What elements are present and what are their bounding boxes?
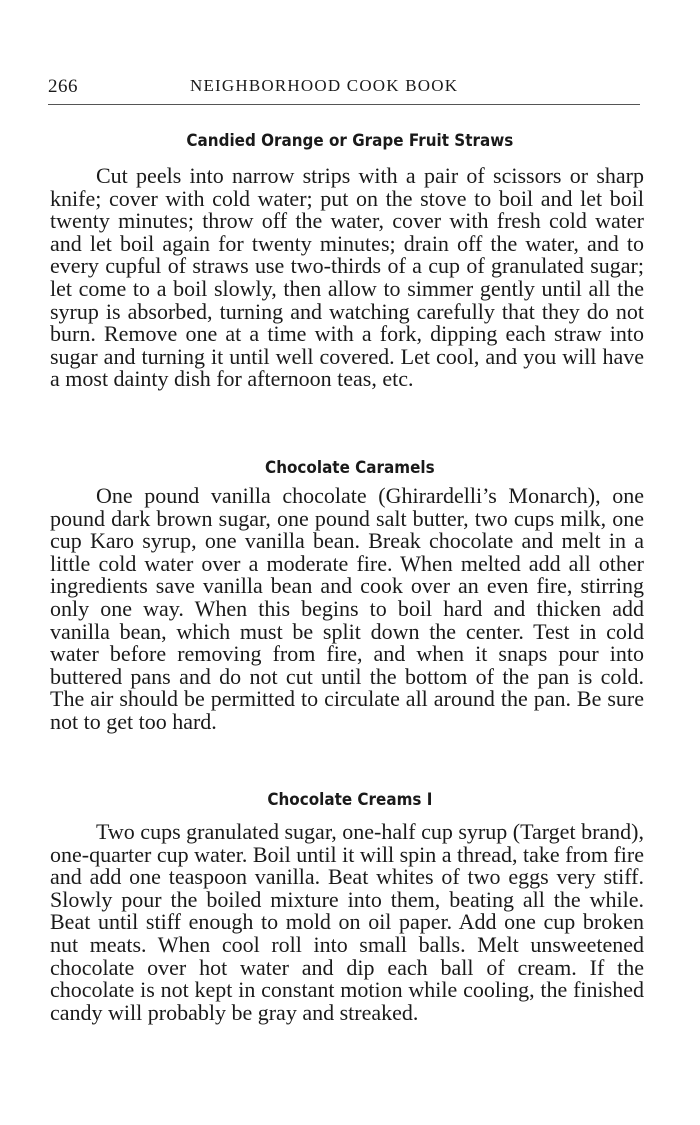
- recipe-title-candied-straws: Candied Orange or Grape Fruit Straws: [186, 131, 514, 150]
- recipe-title-chocolate-caramels: Chocolate Caramels: [265, 458, 435, 477]
- recipe-text-candied-straws: Cut peels into narrow strips with a pair of scissors or sharp knife; cover with cold water; put on the stove to boil and let boil twenty minutes; throw off the water, cover with fresh cold water and let boil again for twenty minutes; drain off the water, and to every cupful of straws use two-thirds of a cup of granulated sugar; let come to a boil slowly, then allow to simmer gently until all the syrup is absorbed, turning and watching carefully that they do not burn. Remove one at a time with a fork, dipping each straw into sugar and turning it until well covered. Let cool, and you will have a most dainty dish for afternoon teas, etc.: [50, 163, 644, 392]
- recipe-title-chocolate-creams: Chocolate Creams I: [267, 790, 433, 809]
- recipe-text-chocolate-creams: Two cups granulated sugar, one-half cup syrup (Target brand), one-quarter cup water. Boil until it will spin a thread, take from fire and add one teaspoon vanilla. Beat whites of two eggs very stiff. Slowly pour the boiled mixture into them, beating all the while. Beat until stiff enough to mold on oil paper. Add one cup broken nut meats. When cool roll into small balls. Melt unsweetened chocolate over hot water and dip each ball of cream. If the chocolate is not kept in constant motion while cooling, the finished candy will probably be gray and streaked.: [50, 819, 644, 1025]
- page-number: 266: [48, 76, 78, 97]
- recipe-text-chocolate-caramels: One pound vanilla chocolate (Ghirardelli’s Monarch), one pound dark brown sugar, one pound salt butter, two cups milk, one cup Karo syrup, one vanilla bean. Break chocolate and melt in a little cold water over a moderate fire. When melted add all other ingredients save vanilla bean and cook over an even fire, stirring only one way. When this begins to boil hard and thicken add vanilla bean, which must be split down the center. Test in cold water before removing from fire, and when it snaps pour into buttered pans and do not cut until the bottom of the pan is cold. The air should be permitted to circulate all around the pan. Be sure not to get too hard.: [50, 483, 644, 734]
- book-title: NEIGHBORHOOD COOK BOOK: [190, 76, 459, 95]
- running-header: [48, 76, 640, 105]
